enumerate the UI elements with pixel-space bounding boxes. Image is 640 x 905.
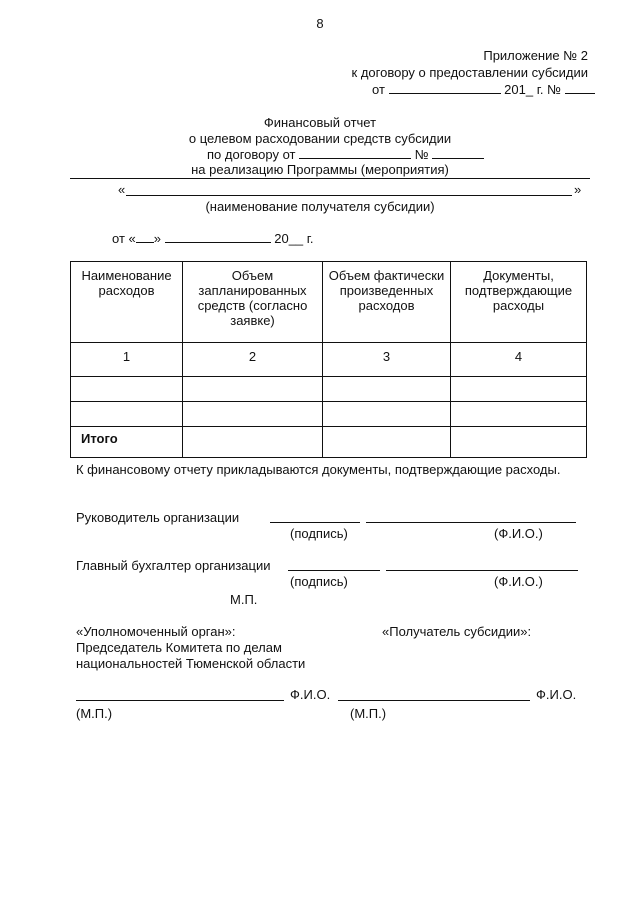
report-title: Финансовый отчет: [263, 115, 377, 130]
contract-date-blank[interactable]: [299, 147, 411, 159]
date-month-blank[interactable]: [165, 231, 271, 243]
date-year: 20__ г.: [274, 231, 314, 246]
title-rule: [70, 178, 590, 179]
table-cell[interactable]: [71, 402, 183, 427]
recipient-stamp: (М.П.): [350, 706, 387, 721]
head-name-caption: (Ф.И.О.): [494, 526, 543, 541]
recipient-caption: (наименование получателя субсидии): [205, 199, 435, 214]
column-number: 2: [183, 343, 323, 377]
authority-line2: национальностей Тюменской области: [76, 656, 306, 671]
table-cell[interactable]: [71, 377, 183, 402]
head-signature-caption: (подпись): [290, 526, 348, 541]
table-total-row: [71, 427, 587, 458]
authority-title: «Уполномоченный орган»:: [76, 624, 236, 639]
date-prefix: от «: [112, 231, 136, 246]
recipient-name-blank[interactable]: [126, 195, 572, 196]
header-planned-amount: Объем запланированных средств (согласно заявке): [183, 262, 323, 343]
report-contract-prefix: по договору от: [207, 147, 296, 162]
head-label: Руководитель организации: [76, 510, 240, 525]
recipient-fio: Ф.И.О.: [536, 687, 577, 702]
table-row: [71, 377, 587, 402]
page-number: 8: [316, 16, 324, 31]
appendix-from: от: [372, 82, 385, 97]
date-day-blank[interactable]: [136, 231, 154, 243]
attachment-note: К финансовому отчету прикладываются документы, подтверждающие расходы.: [76, 462, 561, 477]
authority-fio: Ф.И.О.: [290, 687, 331, 702]
table-cell[interactable]: [183, 427, 323, 458]
recipient-close-quote: »: [574, 182, 582, 197]
head-name-blank[interactable]: [366, 522, 576, 523]
accountant-signature-blank[interactable]: [288, 570, 380, 571]
authority-signature-blank[interactable]: [76, 700, 284, 701]
table-cell[interactable]: [183, 377, 323, 402]
report-contract-num: №: [414, 147, 429, 162]
accountant-name-caption: (Ф.И.О.): [494, 574, 543, 589]
date-close-quote: »: [153, 231, 161, 246]
table-cell[interactable]: [451, 427, 587, 458]
table-cell[interactable]: [451, 402, 587, 427]
table-cell[interactable]: [451, 377, 587, 402]
table-header-row: [71, 262, 587, 343]
appendix-date-line: [372, 82, 595, 97]
total-label: Итого: [71, 427, 183, 458]
table-cell[interactable]: [323, 377, 451, 402]
accountant-name-blank[interactable]: [386, 570, 578, 571]
recipient-signature-blank[interactable]: [338, 700, 530, 701]
report-program-line: на реализацию Программы (мероприятия): [191, 162, 449, 177]
authority-stamp: (М.П.): [76, 706, 113, 721]
appendix-year: 201_ г. №: [504, 82, 562, 97]
header-actual-amount: Объем фактически произведенных расходов: [323, 262, 451, 343]
table-cell[interactable]: [323, 402, 451, 427]
appendix-number-blank[interactable]: [565, 82, 595, 94]
authority-line1: Председатель Комитета по делам: [76, 640, 282, 655]
recipient-title: «Получатель субсидии»:: [382, 624, 532, 639]
table-cell[interactable]: [183, 402, 323, 427]
stamp-label: М.П.: [230, 592, 258, 607]
column-number: 1: [71, 343, 183, 377]
table-number-row: [71, 343, 587, 377]
appendix-title: Приложение № 2: [483, 48, 588, 63]
appendix-contract: к договору о предоставлении субсидии: [351, 65, 588, 80]
report-date-line: [112, 231, 314, 246]
table-cell[interactable]: [323, 427, 451, 458]
column-number: 4: [451, 343, 587, 377]
column-number: 3: [323, 343, 451, 377]
report-subtitle: о целевом расходовании средств субсидии: [188, 131, 452, 146]
contract-number-blank[interactable]: [432, 147, 484, 159]
header-documents: Документы, подтверждающие расходы: [451, 262, 587, 343]
accountant-signature-caption: (подпись): [290, 574, 348, 589]
appendix-date-blank[interactable]: [389, 82, 501, 94]
expense-table: [70, 261, 587, 458]
report-contract-line: [207, 147, 484, 162]
header-expense-name: Наименование расходов: [71, 262, 183, 343]
accountant-label: Главный бухгалтер организации: [76, 558, 271, 573]
table-row: [71, 402, 587, 427]
recipient-open-quote: «: [118, 182, 126, 197]
head-signature-blank[interactable]: [270, 522, 360, 523]
